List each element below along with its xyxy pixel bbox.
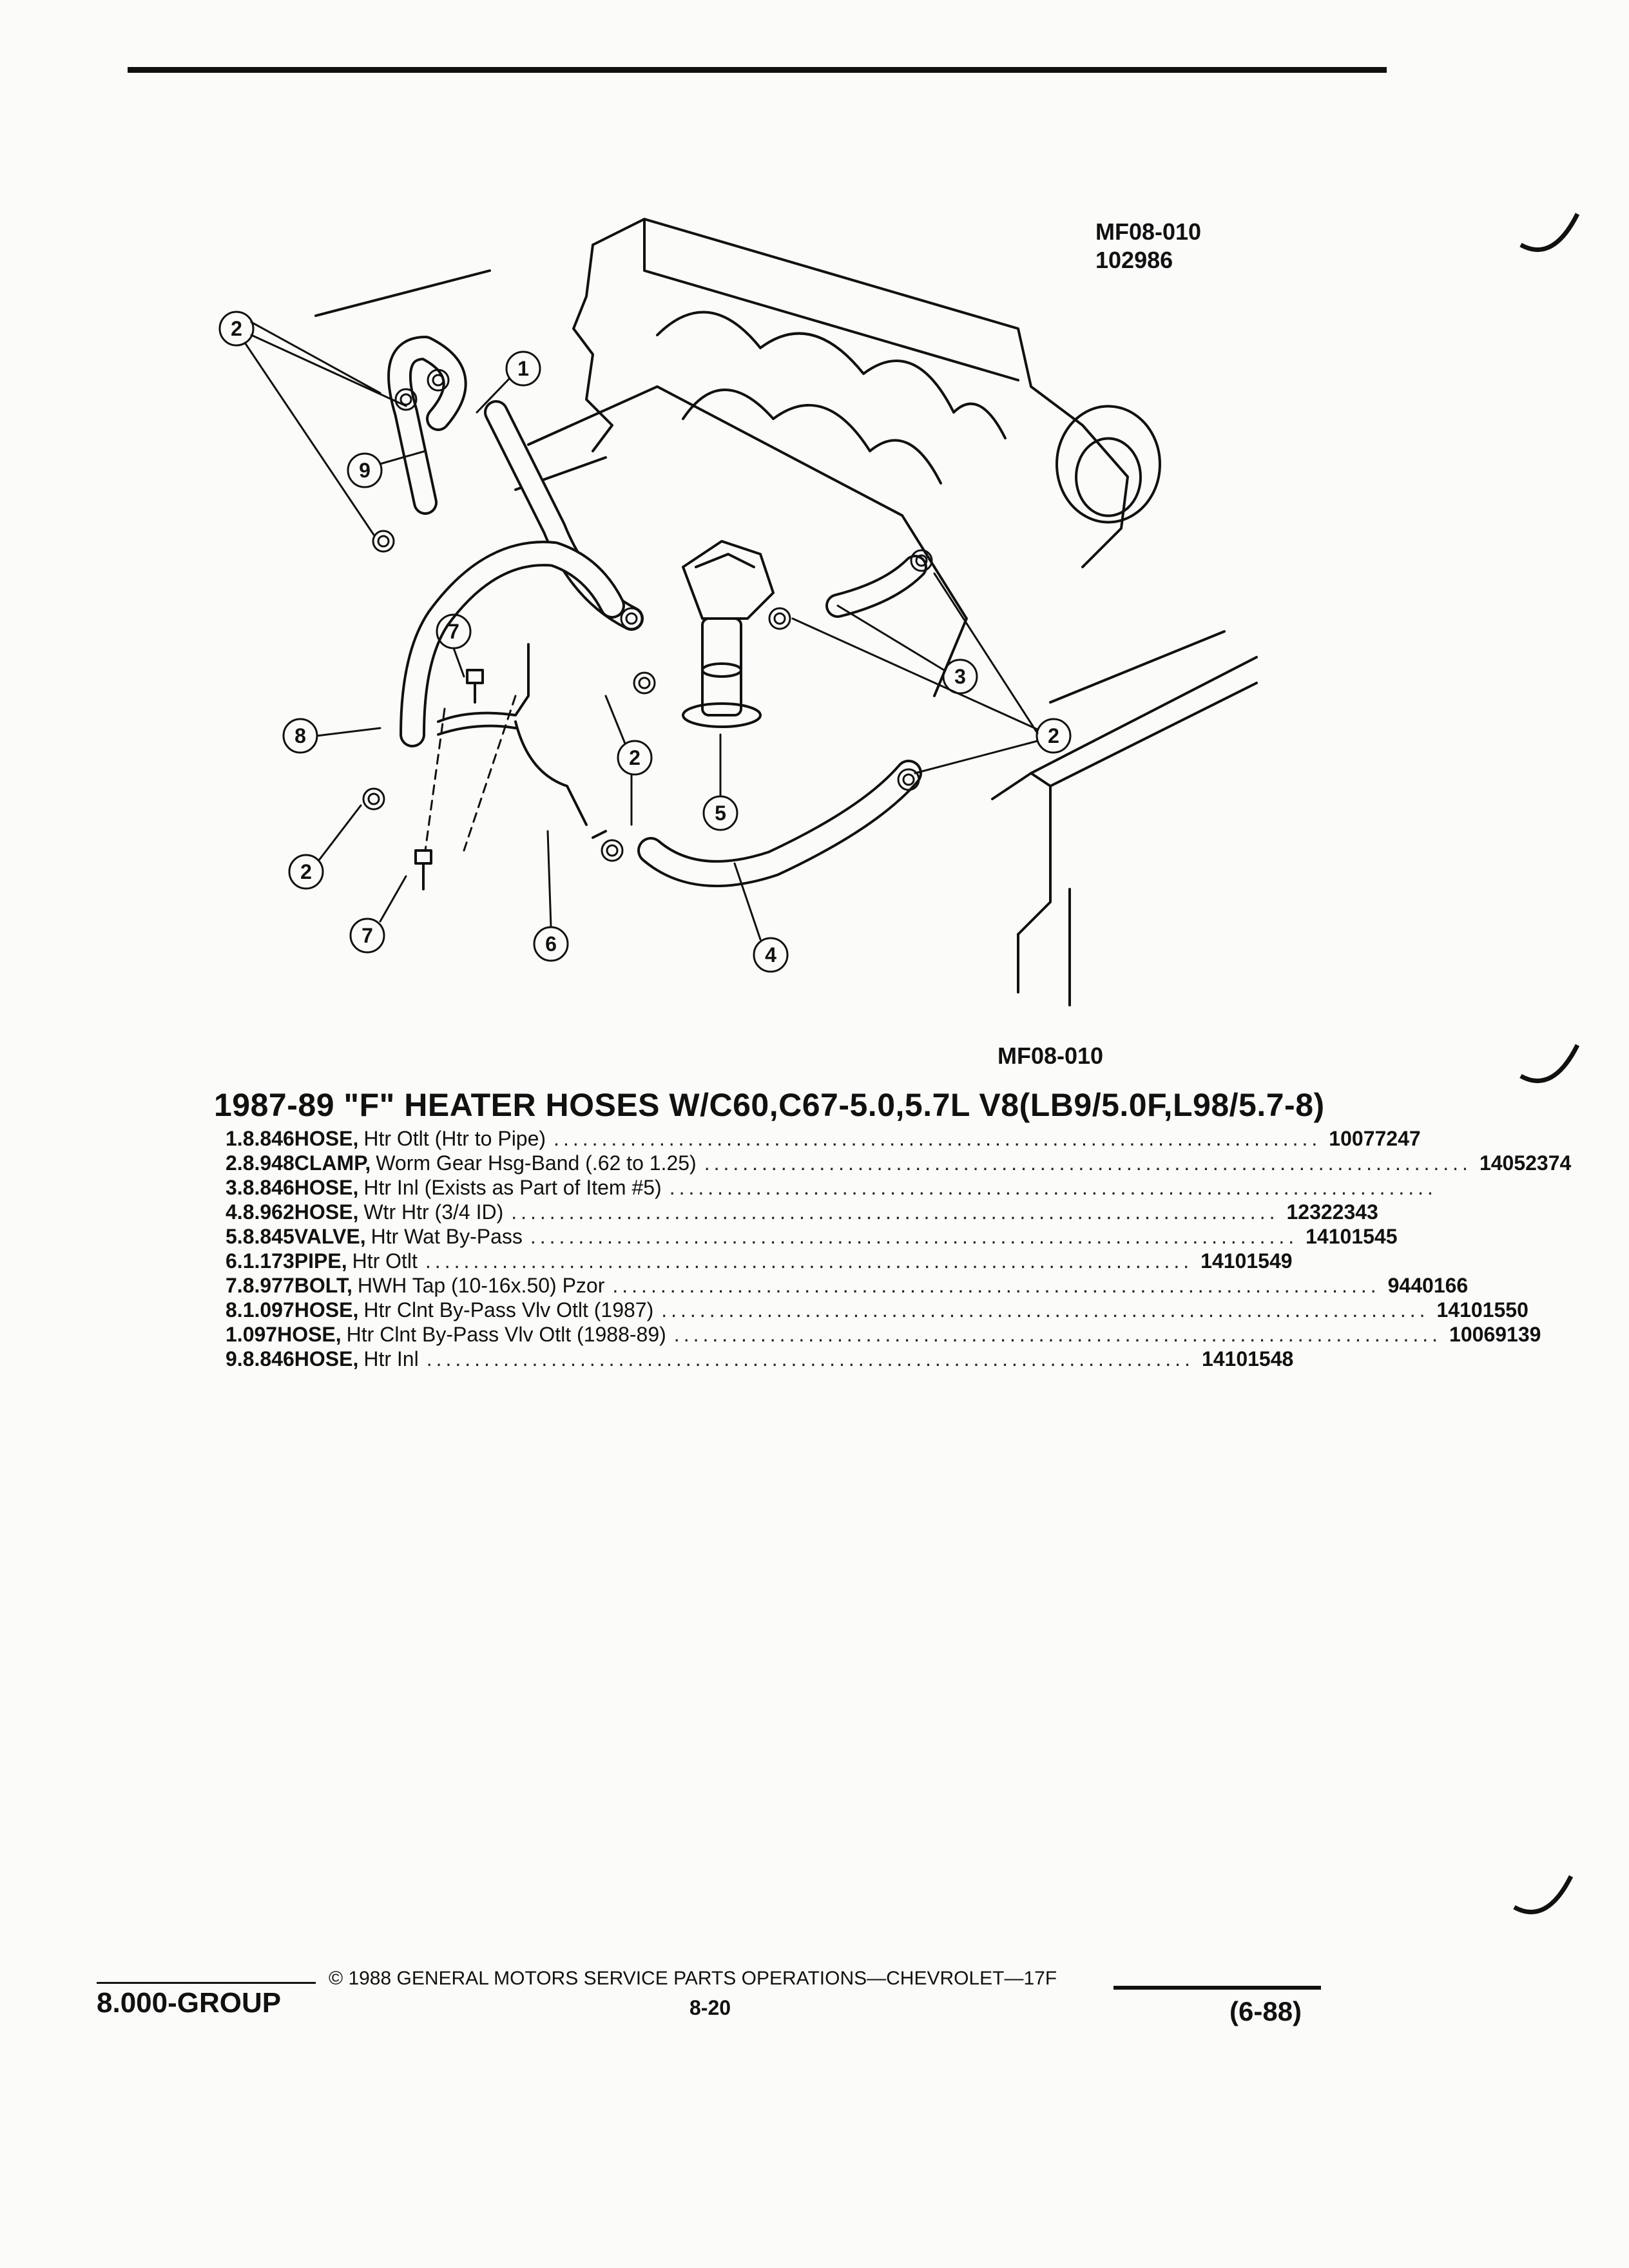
parts-row <box>219 1175 1437 1200</box>
part-number: 14101545 <box>1306 1225 1398 1248</box>
part-keyword: VALVE, <box>294 1225 366 1248</box>
callout-7b: 7 <box>361 924 373 947</box>
parts-row <box>219 1347 1294 1371</box>
footer-copyright: © 1988 GENERAL MOTORS SERVICE PARTS OPERATIONS—CHEVROLET—17F <box>329 1968 1057 1989</box>
item-number: 8. <box>226 1298 243 1321</box>
group-number: 1.173 <box>242 1249 294 1273</box>
binder-mark-top <box>1514 206 1585 264</box>
page-number: 8-20 <box>689 1996 731 2019</box>
leader-dots: ................................................................................ <box>511 1200 1279 1224</box>
group-number: 8.962 <box>242 1200 294 1224</box>
leader-dots: ................................................................................ <box>661 1298 1429 1321</box>
part-keyword: HOSE, <box>294 1200 359 1224</box>
callout-2b: 2 <box>300 860 312 883</box>
part-number: 14101549 <box>1200 1249 1293 1273</box>
figure-code: MF08-010 <box>1095 218 1202 245</box>
leader-dots: ................................................................................ <box>612 1274 1380 1297</box>
section-title: 1987-89 "F" HEATER HOSES W/C60,C67-5.0,5.7L V8(LB9/5.0F,L98/5.7-8) <box>214 1087 1325 1123</box>
group-number: 1.097 <box>226 1323 278 1346</box>
footer-group: 8.000-GROUP <box>97 1987 282 2019</box>
parts-row <box>219 1126 1421 1151</box>
leader-dots: ................................................................................ <box>554 1127 1322 1150</box>
group-number: 8.948 <box>242 1151 294 1175</box>
part-keyword: BOLT, <box>294 1274 352 1297</box>
parts-row <box>219 1151 1572 1175</box>
callout-8: 8 <box>294 724 306 747</box>
part-description: Htr Inl <box>363 1347 419 1370</box>
item-number: 5. <box>226 1225 243 1248</box>
part-description: Htr Clnt By-Pass Vlv Otlt (1987) <box>363 1298 654 1321</box>
callouts <box>220 312 1070 972</box>
part-number: 10077247 <box>1329 1127 1421 1150</box>
callout-1: 1 <box>517 357 529 380</box>
parts-row <box>219 1298 1528 1322</box>
part-description: Wtr Htr (3/4 ID) <box>363 1200 504 1224</box>
part-keyword: CLAMP, <box>294 1151 371 1175</box>
callout-2c: 2 <box>629 746 641 769</box>
part-number: 14052374 <box>1479 1151 1572 1175</box>
part-number: 9440166 <box>1387 1274 1469 1297</box>
item-number: 2. <box>226 1151 243 1175</box>
part-description: HWH Tap (10-16x.50) Pzor <box>357 1274 605 1297</box>
top-rule <box>128 67 1387 73</box>
leader-dots: ................................................................................ <box>704 1151 1472 1175</box>
leader-dots: ................................................................................ <box>669 1176 1437 1199</box>
item-number: 4. <box>226 1200 243 1224</box>
parts-row <box>219 1322 1541 1347</box>
figure-date: 102986 <box>1095 247 1173 273</box>
callout-2a: 2 <box>231 317 242 340</box>
item-number: 7. <box>226 1274 243 1297</box>
part-description: Htr Otlt <box>352 1249 418 1273</box>
parts-list <box>219 1126 1572 1371</box>
part-keyword: HOSE, <box>294 1347 359 1370</box>
leader-dots: ................................................................................ <box>426 1347 1194 1370</box>
callout-7a: 7 <box>448 620 459 643</box>
part-number: 12322343 <box>1286 1200 1378 1224</box>
group-number: 8.846 <box>242 1176 294 1199</box>
group-number: 8.977 <box>242 1274 294 1297</box>
heater-hose-diagram <box>193 206 1237 1031</box>
figure-code-bottom: MF08-010 <box>998 1043 1104 1069</box>
part-keyword: HOSE, <box>277 1323 342 1346</box>
item-number: 1. <box>226 1127 243 1150</box>
radiator <box>992 657 1257 1005</box>
callout-4: 4 <box>765 943 776 966</box>
item-number: 9. <box>226 1347 243 1370</box>
part-description: Htr Inl (Exists as Part of Item #5) <box>363 1176 662 1199</box>
callout-5: 5 <box>715 802 726 825</box>
group-number: 8.845 <box>242 1225 294 1248</box>
leader-dots: ................................................................................ <box>673 1323 1442 1346</box>
callout-9: 9 <box>359 459 371 482</box>
binder-mark-middle <box>1514 1037 1585 1095</box>
callout-2d: 2 <box>1048 724 1059 747</box>
footer-right-rule <box>1113 1986 1321 1990</box>
group-number: 8.846 <box>242 1347 294 1370</box>
part-number: 10069139 <box>1449 1323 1541 1346</box>
callout-3: 3 <box>954 665 966 688</box>
part-keyword: HOSE, <box>294 1127 359 1150</box>
part-description: Htr Clnt By-Pass Vlv Otlt (1988-89) <box>346 1323 666 1346</box>
part-description: Htr Otlt (Htr to Pipe) <box>363 1127 546 1150</box>
group-number: 1.097 <box>242 1298 294 1321</box>
binder-mark-bottom <box>1508 1869 1579 1927</box>
footer-left-rule <box>97 1982 316 1984</box>
parts-row <box>219 1249 1293 1273</box>
parts-row <box>219 1273 1469 1298</box>
callout-6: 6 <box>545 932 557 956</box>
bypass-valve <box>683 541 773 727</box>
group-number: 8.846 <box>242 1127 294 1150</box>
leader-dots: ................................................................................ <box>425 1249 1193 1273</box>
item-number: 3. <box>226 1176 243 1199</box>
part-keyword: HOSE, <box>294 1176 359 1199</box>
leader-dots: ................................................................................ <box>530 1225 1298 1248</box>
part-number: 14101548 <box>1201 1347 1294 1370</box>
part-keyword: HOSE, <box>294 1298 359 1321</box>
part-keyword: PIPE, <box>294 1249 347 1273</box>
part-number: 14101550 <box>1436 1298 1528 1321</box>
footer-date: (6-88) <box>1229 1996 1302 2026</box>
item-number: 6. <box>226 1249 243 1273</box>
parts-row <box>219 1224 1398 1249</box>
parts-row <box>219 1200 1378 1224</box>
part-description: Worm Gear Hsg-Band (.62 to 1.25) <box>376 1151 697 1175</box>
part-description: Htr Wat By-Pass <box>371 1225 523 1248</box>
